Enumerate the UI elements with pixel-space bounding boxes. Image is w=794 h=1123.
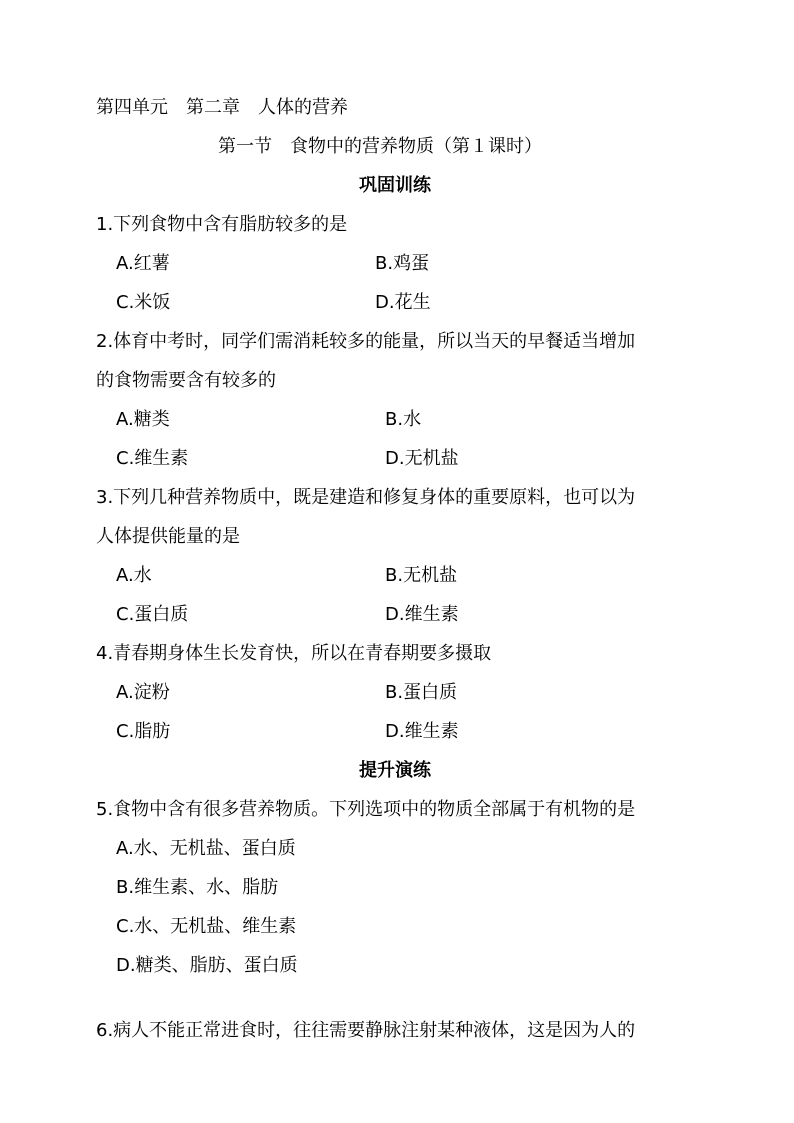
question-5-option-d: D.糖类、脂肪、蛋白质 [116,955,298,976]
question-1-option-d: D.花生 [375,292,431,313]
question-5-stem: 5.食物中含有很多营养物质。下列选项中的物质全部属于有机物的是 [96,799,636,820]
question-2-option-b: B.水 [385,409,422,430]
question-1-option-a: A.红薯 [116,253,170,274]
subsection-heading-consolidation: 巩固训练 [359,175,431,196]
question-3-option-d: D.维生素 [385,604,459,625]
question-4-stem: 4.青春期身体生长发育快，所以在青春期要多摄取 [96,643,492,664]
subsection-heading-improvement: 提升演练 [359,760,431,781]
question-6-stem: 6.病人不能正常进食时，往往需要静脉注射某种液体，这是因为人的 [96,1020,636,1041]
question-4-option-c: C.脂肪 [116,721,171,742]
question-5-option-c: C.水、无机盐、维生素 [116,916,297,937]
question-3-option-b: B.无机盐 [385,565,458,586]
question-3-stem-line-1: 3.下列几种营养物质中，既是建造和修复身体的重要原料，也可以为 [96,487,636,508]
question-5-option-a: A.水、无机盐、蛋白质 [116,838,296,859]
question-3-stem-line-2: 人体提供能量的是 [96,526,240,547]
question-1-stem: 1.下列食物中含有脂肪较多的是 [96,214,348,235]
question-2-option-a: A.糖类 [116,409,170,430]
question-4-option-a: A.淀粉 [116,682,170,703]
question-1-option-c: C.米饭 [116,292,171,313]
question-2-option-c: C.维生素 [116,448,189,469]
question-1-option-b: B.鸡蛋 [375,253,430,274]
question-3-option-a: A.水 [116,565,152,586]
section-title: 第一节 食物中的营养物质（第１课时） [218,136,542,157]
question-5-option-b: B.维生素、水、脂肪 [116,877,279,898]
question-2-option-d: D.无机盐 [385,448,459,469]
question-3-option-c: C.蛋白质 [116,604,189,625]
unit-title: 第四单元 第二章 人体的营养 [96,97,348,118]
question-2-stem-line-1: 2.体育中考时，同学们需消耗较多的能量，所以当天的早餐适当增加 [96,331,636,352]
question-2-stem-line-2: 的食物需要含有较多的 [96,370,276,391]
question-4-option-d: D.维生素 [385,721,459,742]
question-4-option-b: B.蛋白质 [385,682,458,703]
